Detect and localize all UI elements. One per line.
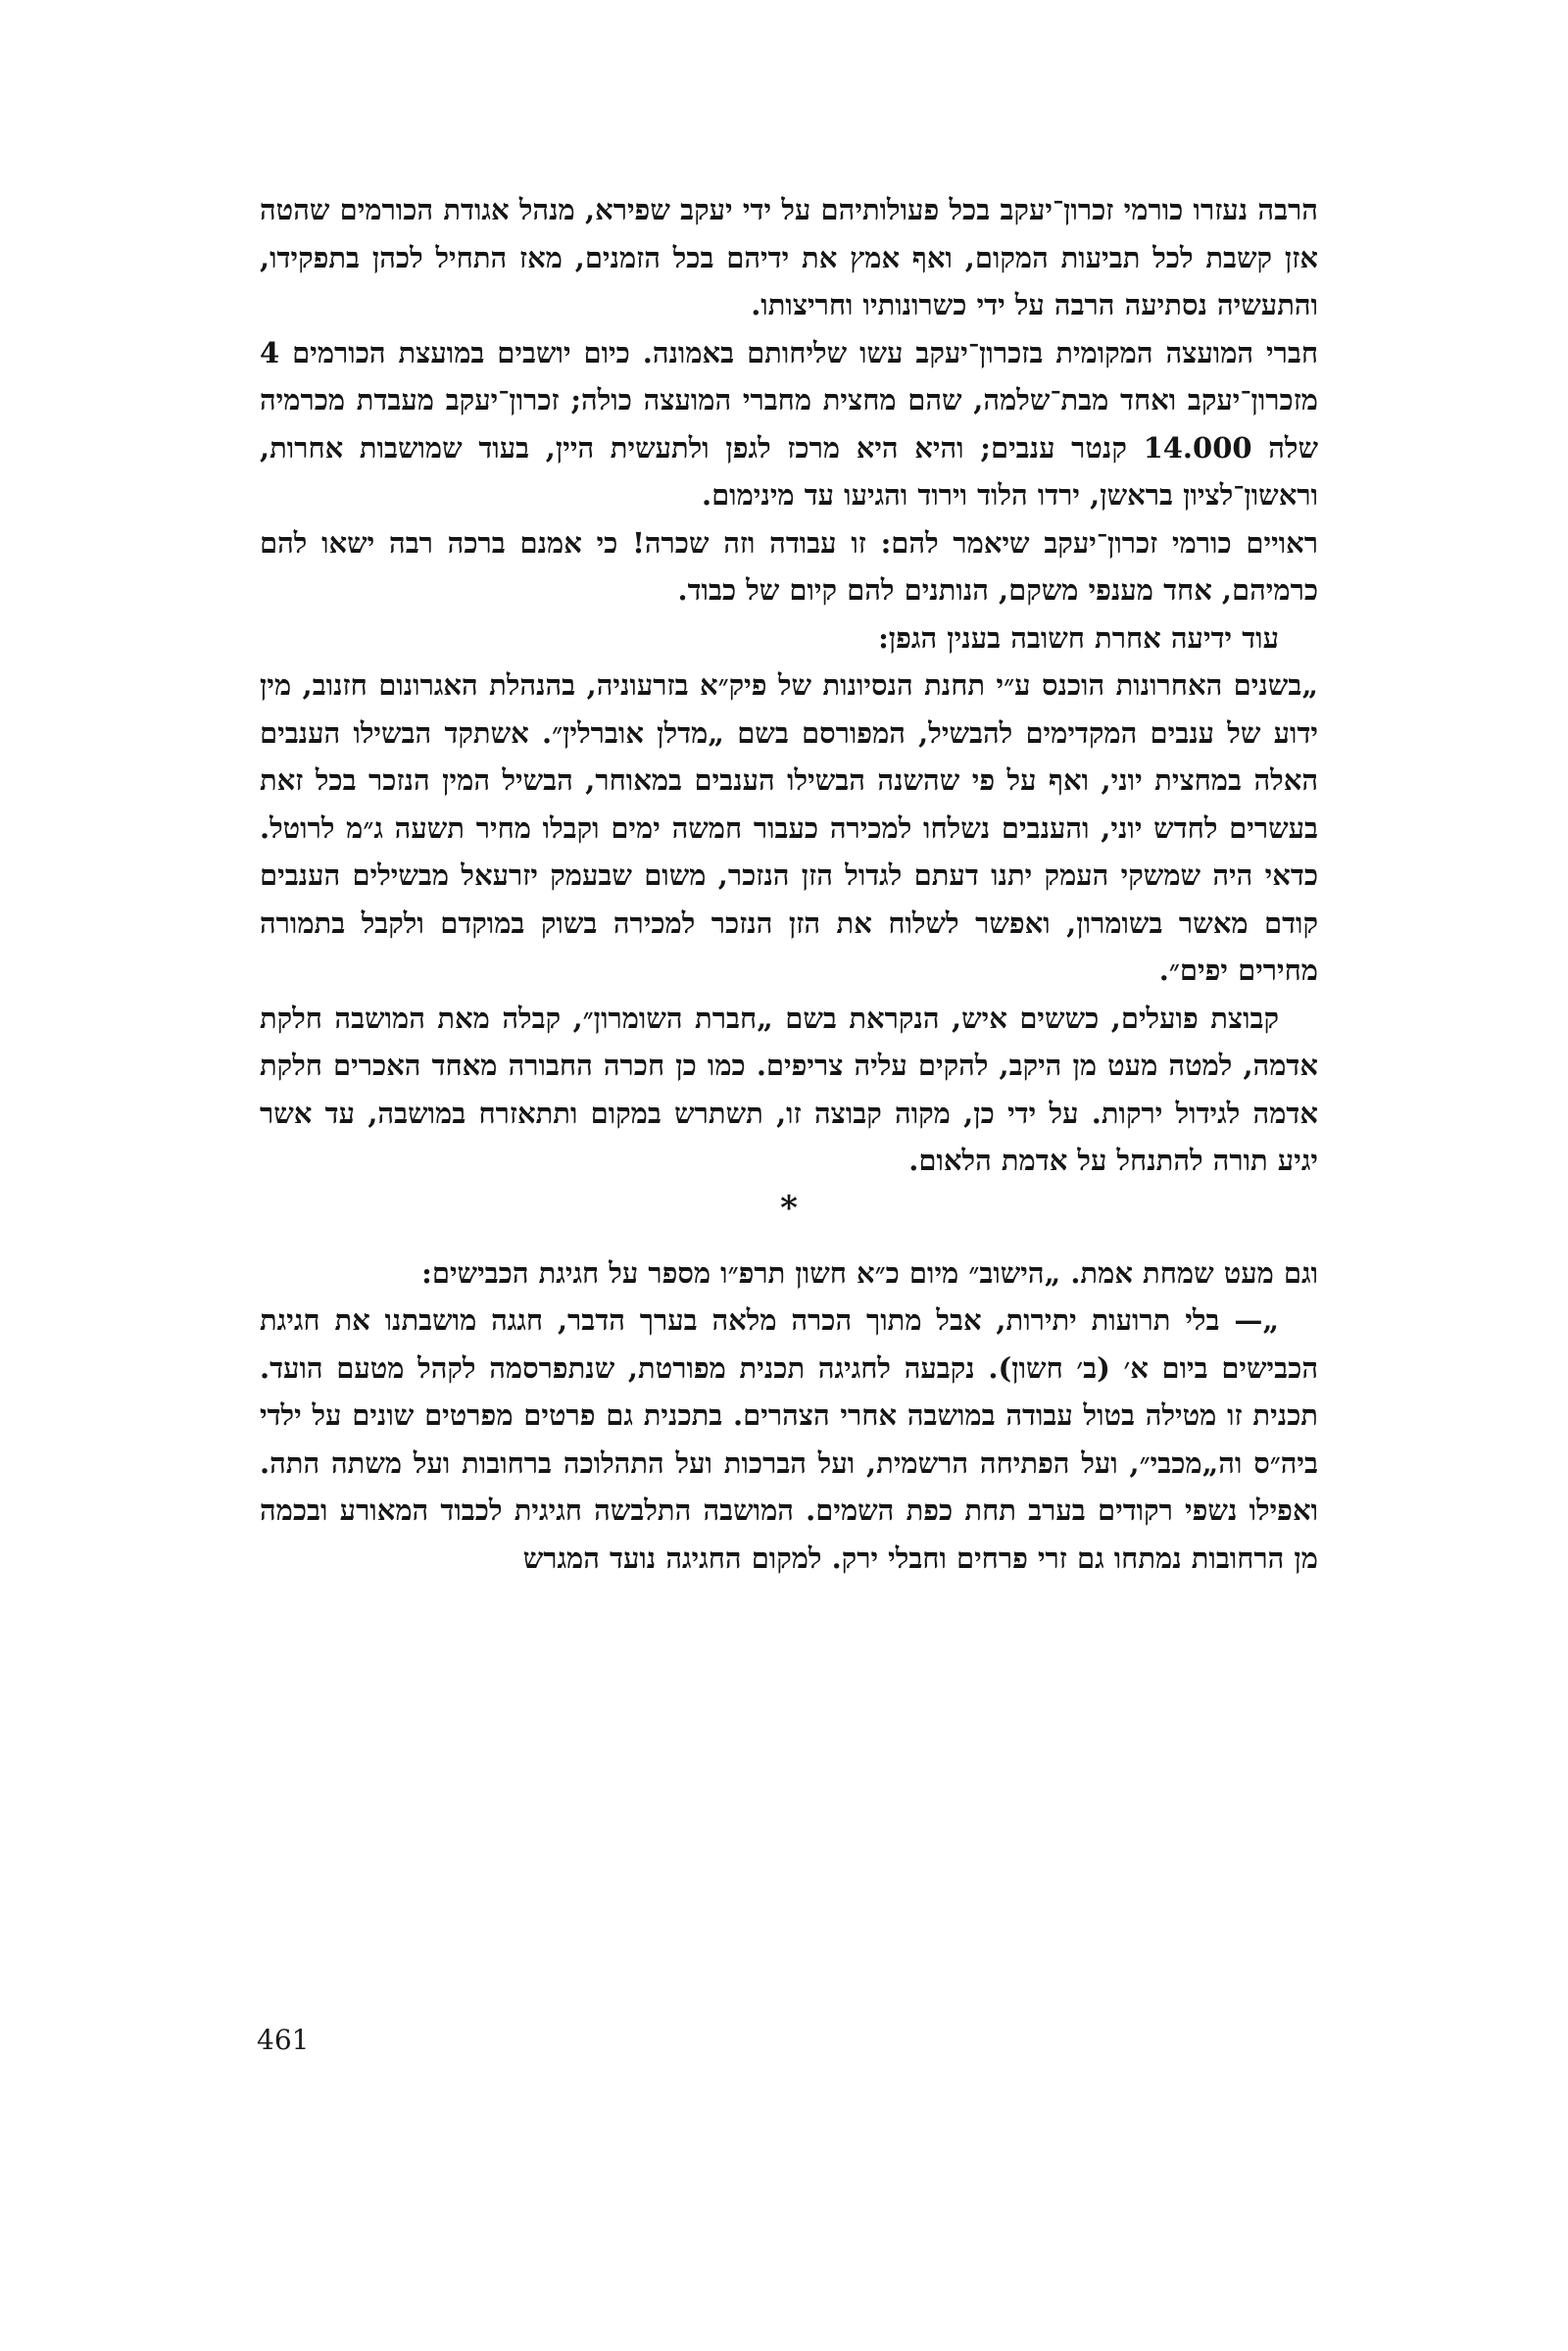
paragraph-8-quote: „— בלי תרועות יתירות, אבל מתוך הכרה מלאה בערך הדבר, חגגה מושבתנו את חגיגת הכבישים ביום א׳ (ב׳ חשון). נקבעה לחגיגה תכנית מפורטת, שנתפרסמה לקהל מטעם הועד. תכנית זו מטילה בטול עבודה במושבה אחרי הצהרים. בתכנית גם פרטים מפרטים שונים על ילדי ביה״ס וה„מכבי״, ועל הפתיחה הרשמית, ועל הברכות ועל התהלוכה ברחובות ועל משתה התה. ואפילו נשפי רקודים בערב תחת כפת השמים. המושבה התלבשה חגיגית לכבוד המאורע ובכמה מן הרחובות נמתחו גם זרי פרחים וחבלי ירק. למקום החגיגה נועד המגרש xyxy=(260,1303,1318,1575)
paragraph-1: הרבה נעזרו כורמי זכרון־יעקב בכל פעולותיהם על ידי יעקב שפירא, מנהל אגודת הכורמים שהטה אזן קשבת לכל תביעות המקום, ואף אמץ את ידיהם בכל הזמנים, מאז התחיל לכהן בתפקידו, והתעשיה נסתיעה הרבה על ידי כשרונותיו וחריצותו. xyxy=(260,193,1318,321)
paragraph-7: וגם מעט שמחת אמת. „הישוב״ מיום כ״א חשון תרפ״ו מספר על חגיגת הכבישים: xyxy=(421,1255,1318,1290)
paragraph-3: ראויים כורמי זכרון־יעקב שיאמר להם: זו עבודה וזה שכרה! כי אמנם ברכה רבה ישאו להם כרמיהם, אחד מענפי משקם, הנותנים להם קיום של כבוד. xyxy=(260,525,1318,607)
paragraph-5-quote: „בשנים האחרונות הוכנס ע״י תחנת הנסיונות של פיק״א בזרעוניה, בהנהלת האגרונום חזנוב, מין ידוע של ענבים המקדימים להבשיל, המפורסם בשם „מדלן אוברלין״. אשתקד הבשילו הענבים האלה במחצית יוני, ואף על פי שהשנה הבשילו הענבים במאוחר, הבשיל המין הנזכר בכל זאת בעשרים לחדש יוני, והענבים נשלחו למכירה כעבור חמשה ימים וקבלו מחיר תשעה ג״מ לרוטל. כדאי היה שמשקי העמק יתנו דעתם לגדול הזן הנזכר, משום שבעמק יזרעאל מבשילים הענבים קודם מאשר בשומרון, ואפשר לשלוח את הזן הנזכר למכירה בשוק במוקדם ולקבל בתמורה מחירים יפים״. xyxy=(260,668,1318,987)
paragraph-2: חברי המועצה המקומית בזכרון־יעקב עשו שליחותם באמונה. כיום יושבים במועצת הכורמים 4 מזכרון־יעקב ואחד מבת־שלמה, שהם מחצית מחברי המועצה כולה; זכרון־יעקב מעבדת מכרמיה שלה 14.000 קנטר ענבים; והיא היא מרכז לגפן ולתעשית היין, בעוד שמושבות אחרות, וראשון־לציון בראשן, ירדו הלוד וירוד והגיעו עד מינימום. xyxy=(260,335,1319,512)
body-text xyxy=(260,186,1318,1582)
paragraph-4: עוד ידיעה אחרת חשובה בענין הגפן: xyxy=(878,620,1279,655)
page-number: 461 xyxy=(257,2024,310,2056)
paragraph-6: קבוצת פועלים, כששים איש, הנקראת בשם „חברת השומרון״, קבלה מאת המושבה חלקת אדמה, למטה מעט מן היקב, להקים עליה צריפים. כמו כן חכרה החבורה מאחד האכרים חלקת אדמה לגידול ירקות. על ידי כן, מקוה קבוצה זו, תשתרש במקום ותתאזרח במושבה, עד אשר יגיע תורה להתנחל על אדמת הלאום. xyxy=(260,1001,1318,1177)
section-separator: * xyxy=(780,1188,798,1228)
